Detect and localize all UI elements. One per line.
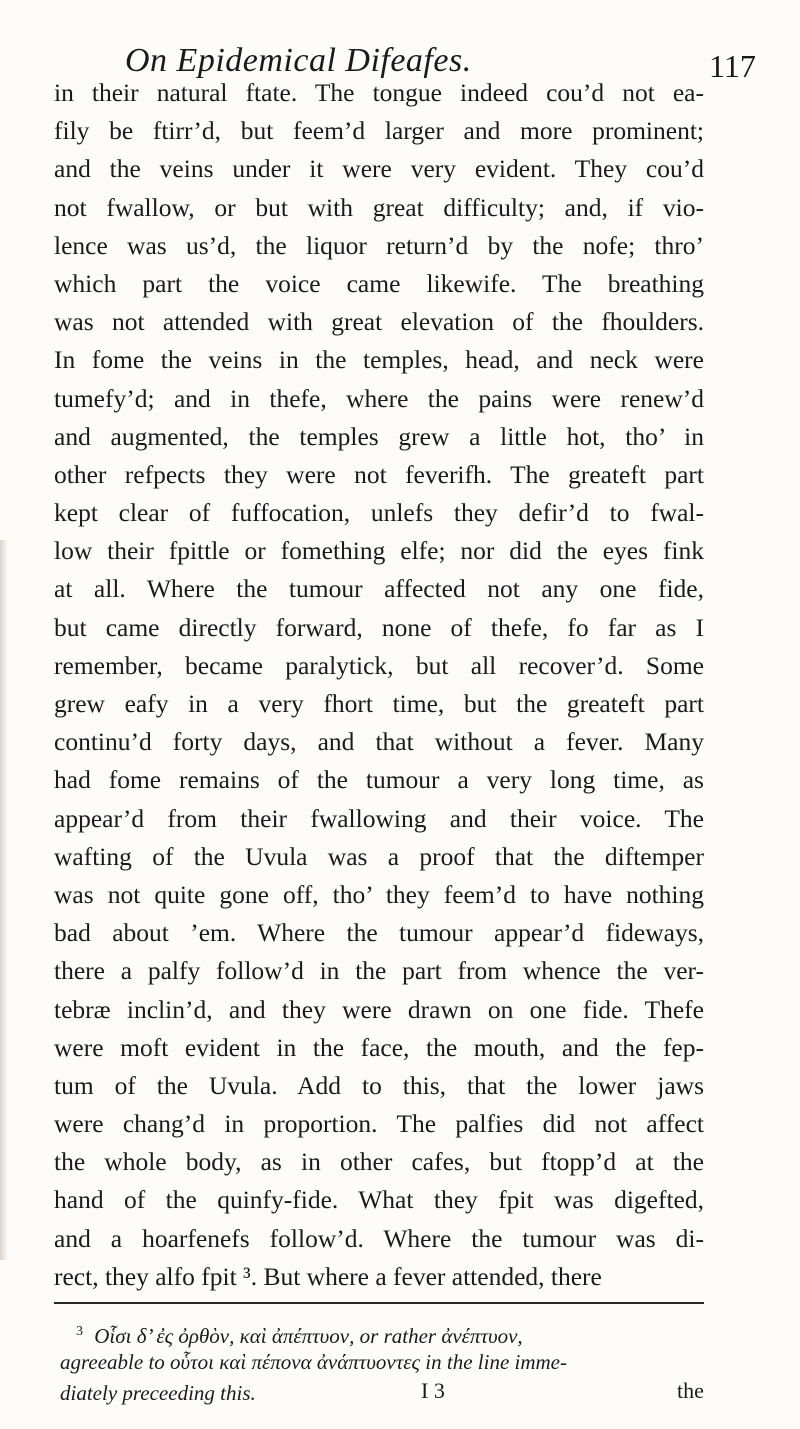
text-line: and augmented, the temples grew a little hot, tho’ in <box>54 421 704 451</box>
text-line: and a hoarfenefs follow’d. Where the tumour was di- <box>54 1223 704 1253</box>
text-line: but came directly forward, none of thefe, fo far as I <box>54 612 704 642</box>
signature-mark: I 3 <box>421 1378 445 1403</box>
catchword: the <box>677 1378 704 1403</box>
page-number: 117 <box>709 48 756 84</box>
text-line: not fwallow, or but with great difficulty; and, if vio- <box>54 192 704 222</box>
text-line: continu’d forty days, and that without a fever. Many <box>54 727 704 757</box>
text-line: there a palfy follow’d in the part from whence the ver- <box>54 956 704 986</box>
text-line: low their fpittle or fomething elfe; nor did the eyes fink <box>54 536 704 566</box>
text-line: tebræ inclin’d, and they were drawn on one fide. Thefe <box>54 994 704 1024</box>
text-line: was not quite gone off, tho’ they feem’d to have nothing <box>54 879 704 909</box>
footnote-line: agreeable to οὗτοι καὶ πέπονα ἀνάπτυοντες in the line imme- <box>60 1350 567 1374</box>
text-line: the whole body, as in other cafes, but ftopp’d at the <box>54 1147 704 1177</box>
text-line: rect, they alfo fpit ³. But where a fever attended, there <box>54 1261 602 1291</box>
footnote-line <box>60 1316 710 1347</box>
text-line: wafting of the Uvula was a proof that the diftemper <box>54 841 704 871</box>
text-line: kept clear of fuffocation, unlefs they defir’d to fwal- <box>54 498 704 528</box>
text-line: tum of the Uvula. Add to this, that the lower jaws <box>54 1070 704 1100</box>
text-line: and the veins under it were very evident. They cou’d <box>54 154 704 184</box>
footnote-greek: Οἷσι δ’ ἐς ὀρθὸν, καὶ ἀπέπτυον, <box>94 1324 355 1348</box>
text-line: in their natural ftate. The tongue indeed cou’d not ea- <box>54 78 704 107</box>
text-line: tumefy’d; and in thefe, where the pains were renew’d <box>54 383 704 413</box>
body-text <box>54 74 704 1296</box>
text-line: were chang’d in proportion. The palfies did not affect <box>54 1109 704 1139</box>
page-gutter-shadow <box>0 540 8 1260</box>
text-line: appear’d from their fwallowing and their voice. The <box>54 803 704 833</box>
text-line: hand of the quinfy-fide. What they fpit was digefted, <box>54 1185 704 1215</box>
text-line: were moft evident in the face, the mouth, and the fep- <box>54 1032 704 1062</box>
text-line: which part the voice came likewife. The breathing <box>54 268 704 298</box>
text-line: remember, became paralytick, but all recover’d. Some <box>54 650 704 680</box>
text-line: had fome remains of the tumour a very long time, as <box>54 765 704 795</box>
text-line: fily be ftirr’d, but feem’d larger and more prominent; <box>54 116 704 146</box>
text-line: In fome the veins in the temples, head, and neck were <box>54 345 704 375</box>
text-line: grew eafy in a very fhort time, but the greateft part <box>54 689 704 718</box>
footnote-rule <box>54 1302 704 1304</box>
footnote-line: diately preceeding this. <box>60 1381 256 1405</box>
text-line: at all. Where the tumour affected not any one fide, <box>54 574 704 604</box>
text-line: bad about ’em. Where the tumour appear’d fideways, <box>54 918 704 948</box>
running-title: On Epidemical Difeafes. <box>125 42 472 79</box>
text-line: lence was us’d, the liquor return’d by the nofe; thro’ <box>54 230 704 260</box>
footnote-text: or rather ἀνέπτυον, <box>359 1324 523 1348</box>
text-line: was not attended with great elevation of the fhoulders. <box>54 307 704 337</box>
footnote-number: 3 <box>76 1324 83 1339</box>
text-line: other refpects they were not feverifh. The greateft part <box>54 459 704 489</box>
footnote <box>60 1316 710 1409</box>
